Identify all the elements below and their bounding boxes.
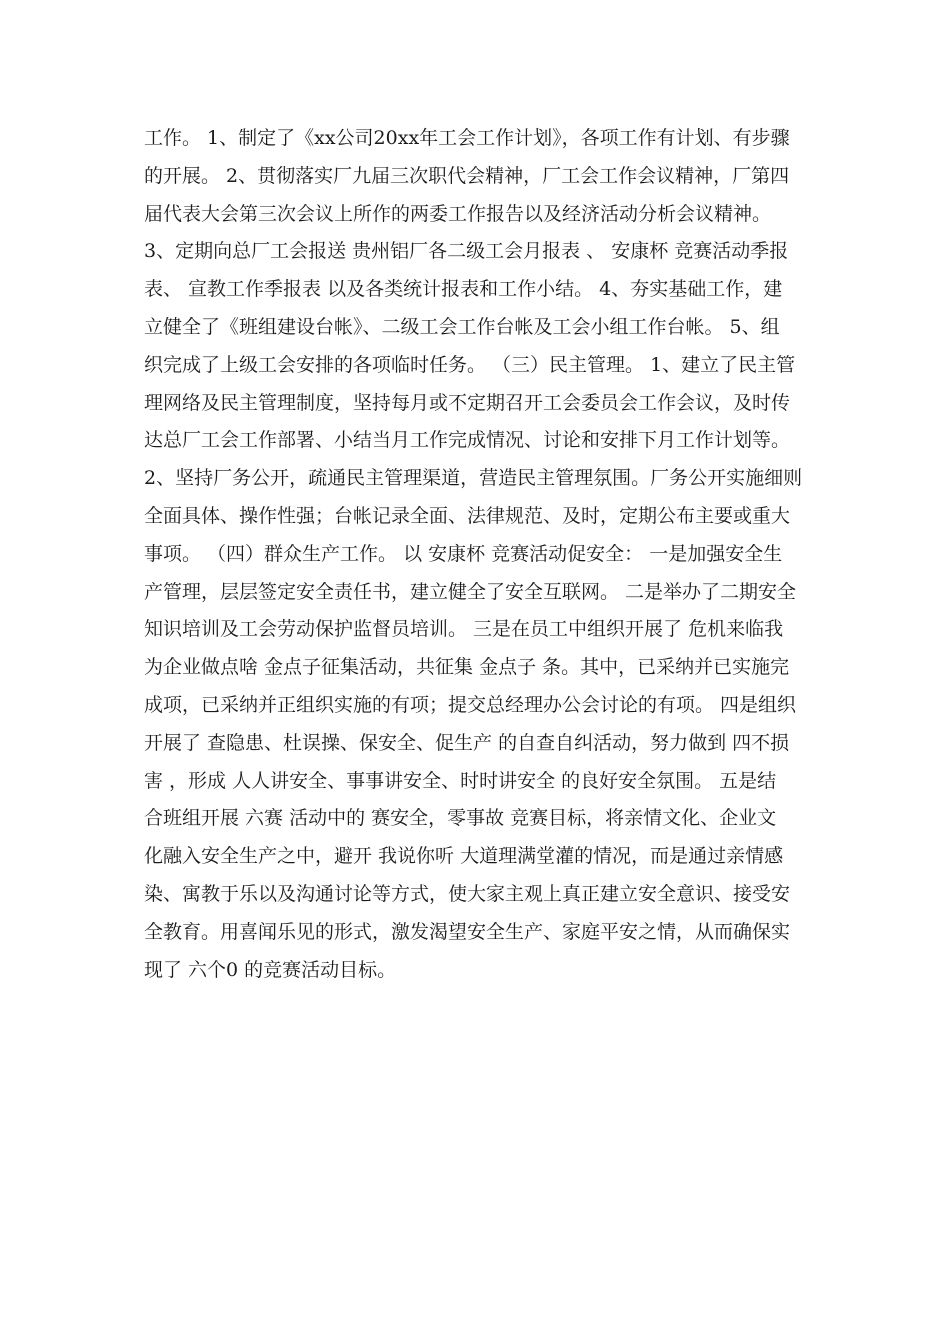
text-line: 的开展。 2、贯彻落实厂九届三次职代会精神，厂工会工作会议精神，厂第四 [144,164,790,187]
text-line: 害 ，形成 人人讲安全、事事讲安全、时时讲安全 的良好安全氛围。 五是结 [144,769,777,792]
text-line: 3、定期向总厂工会报送 贵州铝厂各二级工会月报表 、 安康杯 竞赛活动季报 [144,240,789,263]
text-line: 成项，已采纳并正组织实施的有项；提交总经理办公会讨论的有项。 四是组织 [144,693,797,716]
text-line: 全面具体、操作性强；台帐记录全面、法律规范、及时，定期公布主要或重大 [144,504,791,527]
text-line: 为企业做点啥 金点子征集活动，共征集 金点子 条。其中，已采纳并已实施完 [144,656,790,679]
text-line: 染、寓教于乐以及沟通讨论等方式，使大家主观上真正建立安全意识、接受安 [144,882,791,905]
text-line: 届代表大会第三次会议上所作的两委工作报告以及经济活动分析会议精神。 [144,202,772,225]
text-line: 2、坚持厂务公开，疏通民主管理渠道，营造民主管理氛围。厂务公开实施细则 [144,467,803,490]
text-line: 全教育。用喜闻乐见的形式，激发渴望安全生产、家庭平安之情，从而确保实 [144,920,791,943]
text-line: 合班组开展 六赛 活动中的 赛安全，零事故 竞赛目标，将亲情文化、企业文 [144,807,777,830]
text-line: 理网络及民主管理制度，坚持每月或不定期召开工会委员会工作会议，及时传 [144,391,791,414]
text-line: 开展了 查隐患、杜误操、保安全、促生产 的自查自纠活动，努力做到 四不损 [144,731,790,754]
text-line: 表、 宣教工作季报表 以及各类统计报表和工作小结。 4、夯实基础工作，建 [144,278,783,301]
text-line: 知识培训及工会劳动保护监督员培训。 三是在员工中组织开展了 危机来临我 [144,618,784,641]
text-line: 达总厂工会工作部署、小结当月工作完成情况、讨论和安排下月工作计划等。 [144,429,791,452]
text-line: 织完成了上级工会安排的各项临时任务。 （三）民主管理。 1、建立了民主管 [144,353,796,376]
text-line: 化融入安全生产之中，避开 我说你听 大道理满堂灌的情况，而是通过亲情感 [144,845,784,868]
text-line: 产管理，层层签定安全责任书，建立健全了安全互联网。 二是举办了二期安全 [144,580,797,603]
body-text [144,120,824,989]
text-line: 现了 六个0 的竞赛活动目标。 [144,958,397,981]
text-line: 事项。 （四）群众生产工作。 以 安康杯 竞赛活动促安全： 一是加强安全生 [144,542,783,565]
text-line: 工作。 1、制定了《xx公司20xx年工会工作计划》，各项工作有计划、有步骤 [144,127,790,149]
text-line: 立健全了《班组建设台帐》、二级工会工作台帐及工会小组工作台帐。 5、组 [144,315,780,338]
